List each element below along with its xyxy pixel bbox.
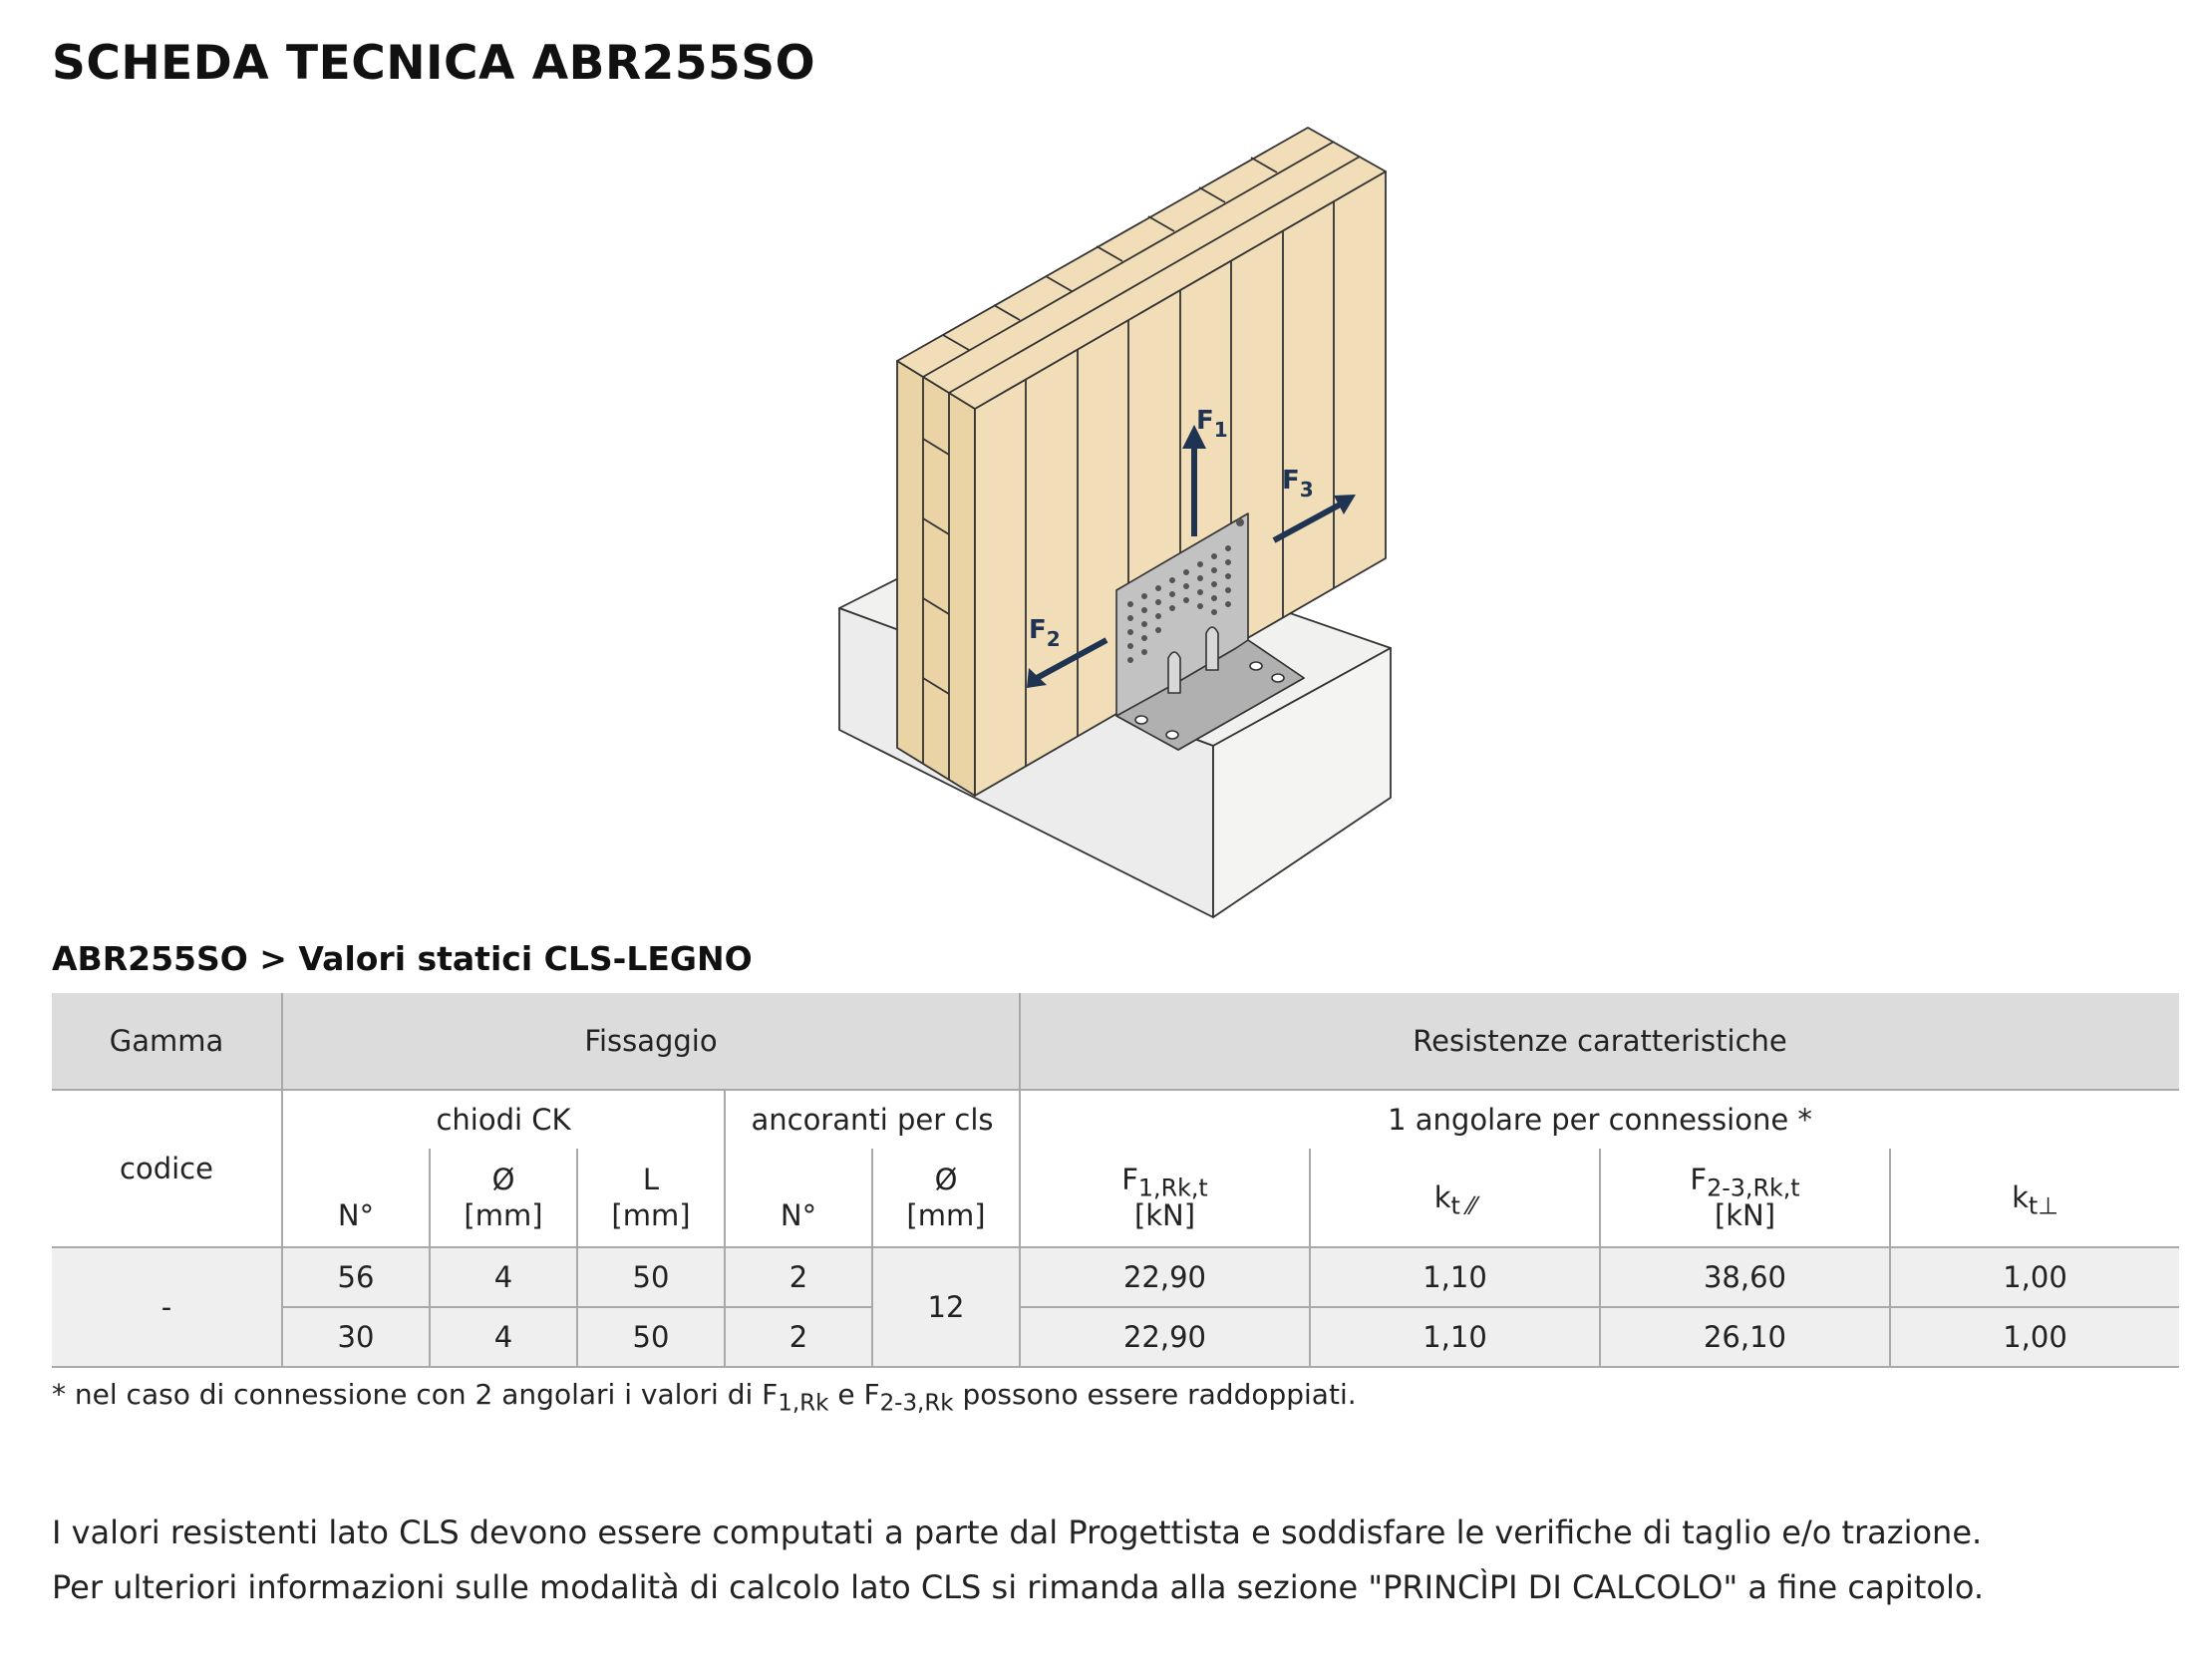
cell-f1-rk: 22,90 xyxy=(1020,1247,1310,1307)
cell-d-ancoranti: 12 xyxy=(872,1247,1020,1367)
cell-f23-rk: 26,10 xyxy=(1600,1307,1890,1367)
col-kt-parallel: $k_{t ⁄⁄}$ xyxy=(1310,1149,1600,1247)
col-f1-rk: $F_{1,Rk,t}$ [kN] xyxy=(1020,1149,1310,1247)
cell-kt-parallel: 1,10 xyxy=(1310,1247,1600,1307)
cell-n-chiodi: 30 xyxy=(282,1307,430,1367)
cell-kt-perp: 1,00 xyxy=(1890,1307,2179,1367)
table-row xyxy=(52,1307,2179,1367)
connection-illustration xyxy=(817,120,1416,937)
header-angolare: 1 angolare per connessione * xyxy=(1020,1090,2179,1149)
cell-n-chiodi: 56 xyxy=(282,1247,430,1307)
cell-l-chiodi: 50 xyxy=(577,1247,725,1307)
header-chiodi: chiodi CK xyxy=(282,1090,725,1149)
cell-l-chiodi: 50 xyxy=(577,1307,725,1367)
header-row-sub xyxy=(52,1090,2179,1149)
page-title: SCHEDA TECNICA ABR255SO xyxy=(52,36,816,91)
header-fissaggio: Fissaggio xyxy=(282,993,1020,1090)
cell-codice: - xyxy=(52,1247,282,1367)
header-gamma: Gamma xyxy=(52,993,282,1090)
header-resistenze: Resistenze caratteristiche xyxy=(1020,993,2179,1090)
note-line: I valori resistenti lato CLS devono essere computati a parte dal Progettista e soddisfare le verifiche di taglio e/o trazione. xyxy=(52,1513,1983,1551)
cell-f1-rk: 22,90 xyxy=(1020,1307,1310,1367)
static-values-table xyxy=(52,993,2179,1368)
header-row-main xyxy=(52,993,2179,1090)
force-label-f1: $F_1$ xyxy=(1196,406,1228,442)
col-d-ancoranti: Ø [mm] xyxy=(872,1149,1020,1247)
col-kt-perp: $k_{t\perp}$ xyxy=(1890,1149,2179,1247)
header-codice: codice xyxy=(120,1152,213,1185)
table-row xyxy=(52,1247,2179,1307)
calculation-notes xyxy=(52,1506,1984,1615)
cell-n-ancoranti: 2 xyxy=(725,1307,872,1367)
force-label-f3: $F_3$ xyxy=(1282,466,1314,502)
col-d-chiodi: Ø [mm] xyxy=(430,1149,577,1247)
col-n-ancoranti: N° xyxy=(725,1149,872,1247)
col-n-chiodi: N° xyxy=(282,1149,430,1247)
table-caption: ABR255SO > Valori statici CLS-LEGNO xyxy=(52,939,753,978)
cell-kt-perp: 1,00 xyxy=(1890,1247,2179,1307)
table-footnote: * nel caso di connessione con 2 angolari i valori di $F_{1,Rk}$ e $F_{2-3,Rk}$ possono essere raddoppiati. xyxy=(52,1378,1357,1417)
col-l-chiodi: L [mm] xyxy=(577,1149,725,1247)
note-line: Per ulteriori informazioni sulle modalità di calcolo lato CLS si rimanda alla sezione "PRINCÌPI DI CALCOLO" a fine capitolo. xyxy=(52,1568,1985,1606)
force-label-f2: $F_2$ xyxy=(1029,615,1061,651)
cell-f23-rk: 38,60 xyxy=(1600,1247,1890,1307)
cell-d-chiodi: 4 xyxy=(430,1247,577,1307)
header-ancoranti: ancoranti per cls xyxy=(725,1090,1020,1149)
col-f23-rk: $F_{2-3,Rk,t}$ [kN] xyxy=(1600,1149,1890,1247)
header-row-columns xyxy=(52,1149,2179,1247)
cell-kt-parallel: 1,10 xyxy=(1310,1307,1600,1367)
cell-d-chiodi: 4 xyxy=(430,1307,577,1367)
cell-n-ancoranti: 2 xyxy=(725,1247,872,1307)
